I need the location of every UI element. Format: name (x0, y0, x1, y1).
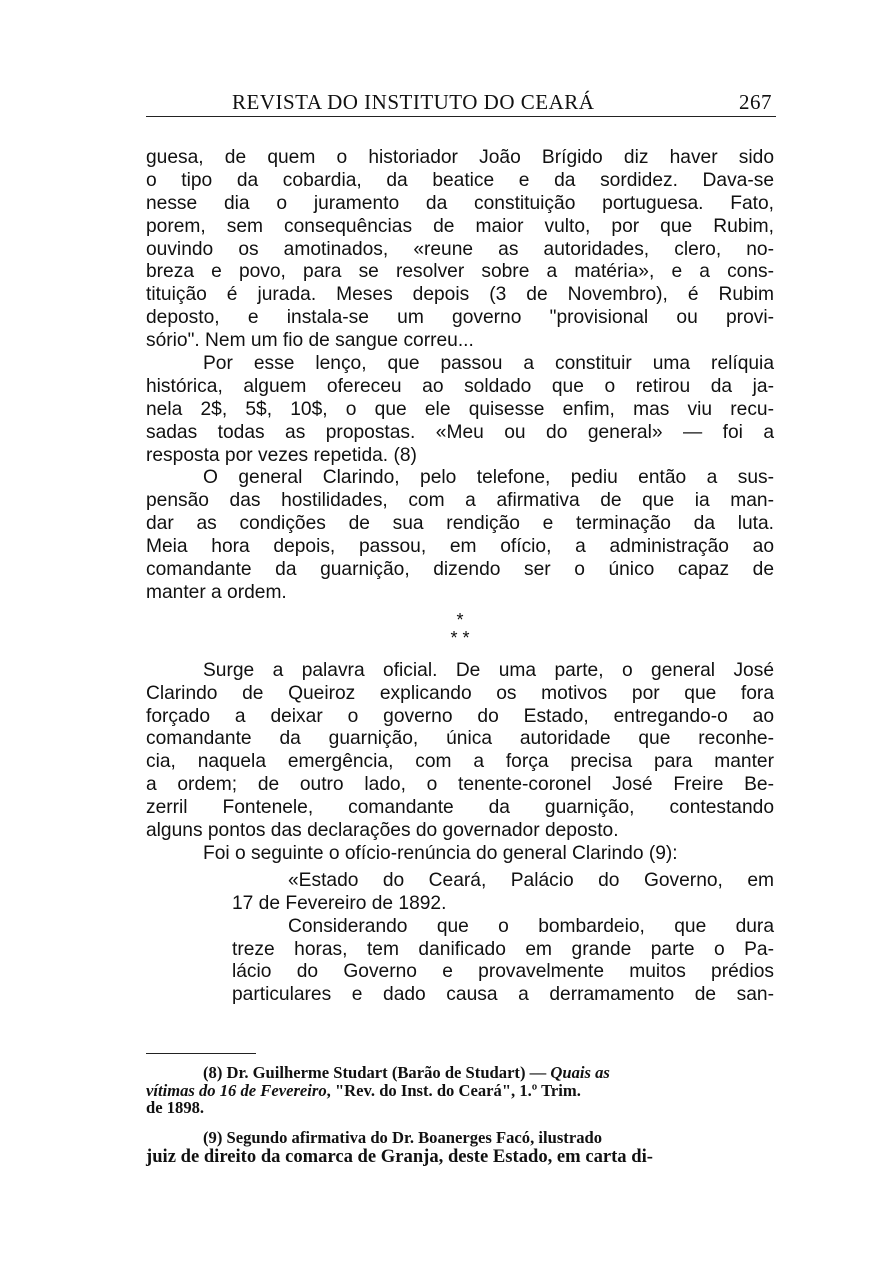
footnote-8-text: (8) Dr. Guilherme Studart (Barão de Studart) — (203, 1063, 551, 1082)
text-line: O general Clarindo, pelo telefone, pediu então a sus- (203, 467, 774, 489)
text-line: resposta por vezes repetida. (8) (146, 444, 417, 466)
footnotes (146, 1064, 774, 1168)
text-line: o tipo da cobardia, da beatice e da sordidez. Dava-se (146, 169, 774, 191)
text-line: alguns pontos das declarações do governador deposto. (146, 820, 619, 842)
block-quote (146, 870, 774, 1007)
text-line: porem, sem consequências de maior vulto, por que Rubim, (146, 215, 774, 237)
text-line: forçado a deixar o governo do Estado, entregando-o ao (146, 705, 774, 727)
text-line: Foi o seguinte o ofício-renúncia do general Clarindo (9): (203, 842, 678, 864)
text-line: sório". Nem um fio de sangue correu... (146, 330, 474, 352)
quote-line: particulares e dado causa a derramamento de san- (232, 984, 774, 1006)
section-break-asterism (146, 605, 774, 660)
paragraph-3 (146, 467, 774, 604)
quote-line: Considerando que o bombardeio, que dura (288, 915, 774, 937)
paragraph-2 (146, 353, 774, 467)
footnote-line: juiz de direito da comarca de Granja, deste Estado, em carta di- (146, 1146, 653, 1167)
text-line: histórica, alguem ofereceu ao soldado que o retirou da ja- (146, 375, 774, 397)
footnote-9 (146, 1129, 774, 1169)
paragraph-5 (146, 843, 774, 866)
footnote-8-title: Quais as (550, 1063, 610, 1082)
text-line: tituição é jurada. Meses depois (3 de Novembro), é Rubim (146, 284, 774, 306)
footnote-line (146, 1082, 774, 1100)
text-line: comandante da guarnição, dizendo ser o único capaz de (146, 559, 774, 581)
paragraph-4 (146, 660, 774, 843)
journal-title: REVISTA DO INSTITUTO DO CEARÁ (232, 90, 595, 114)
asterism-bottom: * * (450, 627, 470, 648)
asterism-top: * (456, 609, 464, 630)
quote-line: 17 de Fevereiro de 1892. (232, 892, 447, 914)
text-line: Por esse lenço, que passou a constituir uma relíquia (203, 353, 774, 375)
text-line: Clarindo de Queiroz explicando os motivos por que fora (146, 682, 774, 704)
footnote-8 (146, 1064, 774, 1117)
quote-line: lácio do Governo e provavelmente muitos prédios (232, 961, 774, 983)
text-line: deposto, e instala-se um governo "provisional ou provi- (146, 307, 774, 329)
quote-line: treze horas, tem danificado em grande parte o Pa- (232, 938, 774, 960)
text-line: pensão das hostilidades, com a afirmativa de que ia man- (146, 490, 774, 512)
footnote-gap (146, 1117, 774, 1129)
text-line: ouvindo os amotinados, «reune as autoridades, clero, no- (146, 238, 774, 260)
footnote-line (146, 1064, 774, 1082)
text-line: sadas todas as propostas. «Meu ou do general» — foi a (146, 421, 774, 443)
text-line: dar as condições de sua rendição e terminação da luta. (146, 513, 774, 535)
text-line: manter a ordem. (146, 581, 287, 603)
paragraph-1 (146, 147, 774, 353)
footnote-8-title: vítimas do 16 de Fevereiro (146, 1080, 327, 1100)
text-line: Surge a palavra oficial. De uma parte, o general José (203, 659, 774, 681)
text-line: breza e povo, para se resolver sobre a matéria», e a cons- (146, 261, 774, 283)
page-number: 267 (739, 90, 772, 114)
text-line: guesa, de quem o historiador João Brígido diz haver sido (146, 147, 774, 168)
text-line: nela 2$, 5$, 10$, o que ele quisesse enfim, mas viu recu- (146, 398, 774, 420)
text-line: comandante da guarnição, única autoridade que reconhe- (146, 728, 774, 750)
text-line: cia, naquela emergência, com a força precisa para manter (146, 751, 774, 773)
main-text (146, 147, 774, 1007)
footnote-line: (9) Segundo afirmativa do Dr. Boanerges Facó, ilustrado (203, 1127, 603, 1147)
text-line: a ordem; de outro lado, o tenente-coronel José Freire Be- (146, 774, 774, 796)
footnote-8-text: , "Rev. do Inst. do Ceará", 1.º Trim. (326, 1080, 581, 1100)
footnote-rule (146, 1053, 256, 1054)
quote-line: «Estado do Ceará, Palácio do Governo, em (288, 869, 774, 891)
text-line: zerril Fontenele, comandante da guarnição, contestando (146, 797, 774, 819)
text-line: Meia hora depois, passou, em ofício, a administração ao (146, 536, 774, 558)
footnote-line: de 1898. (146, 1098, 205, 1117)
text-line: nesse dia o juramento da constituição portuguesa. Fato, (146, 192, 774, 214)
header-rule (146, 116, 776, 117)
